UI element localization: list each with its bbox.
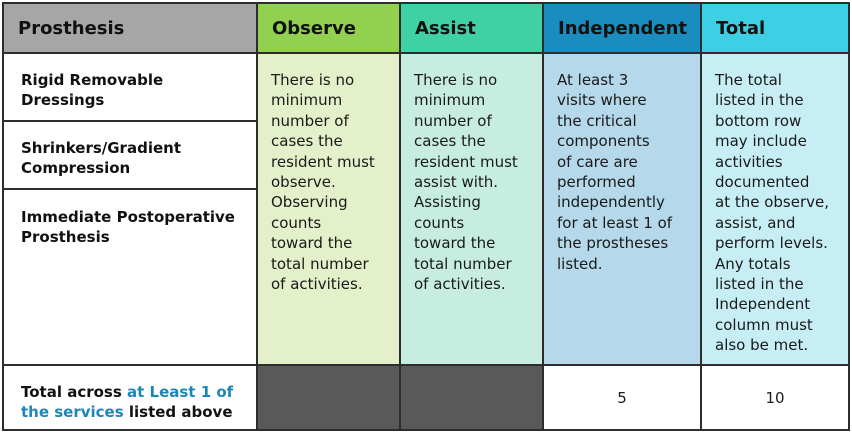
row-label-immediate-postoperative: [2, 190, 258, 366]
total-number: 10: [765, 388, 785, 407]
text-line: resident must: [414, 152, 518, 171]
row-label-line1: Immediate Postoperative: [21, 208, 235, 226]
text-line: components: [557, 132, 650, 151]
header-prosthesis-label: Prosthesis: [18, 17, 125, 39]
text-line: bottom row: [715, 111, 802, 130]
text-line: of activities.: [271, 275, 363, 294]
text-line: resident must: [271, 152, 375, 171]
footer-label-line1: [21, 382, 246, 402]
text-line: There is no: [271, 71, 355, 89]
row-label-line2: Compression: [21, 159, 131, 178]
text-line: assist with.: [414, 173, 499, 192]
row-label-rigid-removable: [2, 54, 258, 122]
header-observe: [258, 2, 401, 54]
text-line: may include: [715, 132, 807, 151]
text-line: number of: [414, 111, 492, 130]
header-total: [702, 2, 850, 54]
text-line: Observing: [271, 193, 348, 212]
footer-label-highlight: at Least 1 of: [127, 383, 234, 401]
header-total-label: Total: [716, 17, 766, 39]
text-line: number of: [271, 111, 349, 130]
text-line: the critical: [557, 111, 637, 130]
text-line: visits where: [557, 91, 647, 110]
text-line: for at least 1 of: [557, 213, 673, 232]
text-line: minimum: [414, 91, 486, 110]
text-line: column must: [715, 315, 813, 334]
footer-total-label: [2, 366, 258, 431]
header-prosthesis: [2, 2, 258, 54]
footer-label-text: listed above: [123, 403, 233, 422]
independent-total-number: 5: [617, 388, 627, 407]
text-line: counts: [271, 213, 322, 232]
header-independent: [544, 2, 702, 54]
observe-description: [258, 54, 401, 366]
header-assist: [401, 2, 544, 54]
text-line: listed.: [557, 254, 603, 273]
text-line: the prostheses: [557, 234, 669, 253]
footer-independent-value: [544, 366, 702, 431]
text-line: at the observe,: [715, 193, 830, 212]
footer-label-text: Total across: [21, 383, 127, 401]
header-independent-label: Independent: [558, 17, 688, 39]
text-line: listed in the: [715, 91, 804, 110]
footer-label-line2: [21, 402, 246, 422]
text-line: cases the: [414, 132, 486, 151]
row-label-line2: Dressings: [21, 91, 105, 110]
text-line: At least 3: [557, 71, 629, 89]
text-line: documented: [715, 173, 810, 192]
text-line: also be met.: [715, 336, 809, 355]
text-line: assist, and: [715, 213, 796, 232]
text-line: independently: [557, 193, 665, 212]
header-assist-label: Assist: [415, 17, 476, 39]
text-line: Independent: [715, 295, 811, 314]
header-observe-label: Observe: [272, 17, 356, 39]
text-line: toward the: [414, 234, 496, 253]
independent-description: [544, 54, 702, 366]
text-line: total number: [271, 254, 369, 273]
text-line: counts: [414, 213, 465, 232]
row-label-line1: Rigid Removable: [21, 71, 164, 89]
text-line: of care are: [557, 152, 638, 171]
text-line: Assisting: [414, 193, 481, 212]
text-line: observe.: [271, 173, 336, 192]
footer-label-highlight: the services: [21, 403, 124, 422]
text-line: cases the: [271, 132, 343, 151]
row-label-line1: Shrinkers/Gradient: [21, 139, 181, 157]
footer-observe-empty: [258, 366, 401, 431]
row-label-line2: Prosthesis: [21, 228, 110, 247]
text-line: The total: [715, 71, 782, 89]
footer-assist-empty: [401, 366, 544, 431]
text-line: performed: [557, 173, 636, 192]
text-line: There is no: [414, 71, 498, 89]
total-description: [702, 54, 850, 366]
text-line: perform levels.: [715, 234, 828, 253]
row-label-shrinkers: [2, 122, 258, 190]
text-line: of activities.: [414, 275, 506, 294]
text-line: listed in the: [715, 275, 804, 294]
footer-total-value: [702, 366, 850, 431]
text-line: Any totals: [715, 254, 791, 273]
text-line: minimum: [271, 91, 343, 110]
assist-description: [401, 54, 544, 366]
text-line: total number: [414, 254, 512, 273]
text-line: toward the: [271, 234, 353, 253]
text-line: activities: [715, 152, 783, 171]
